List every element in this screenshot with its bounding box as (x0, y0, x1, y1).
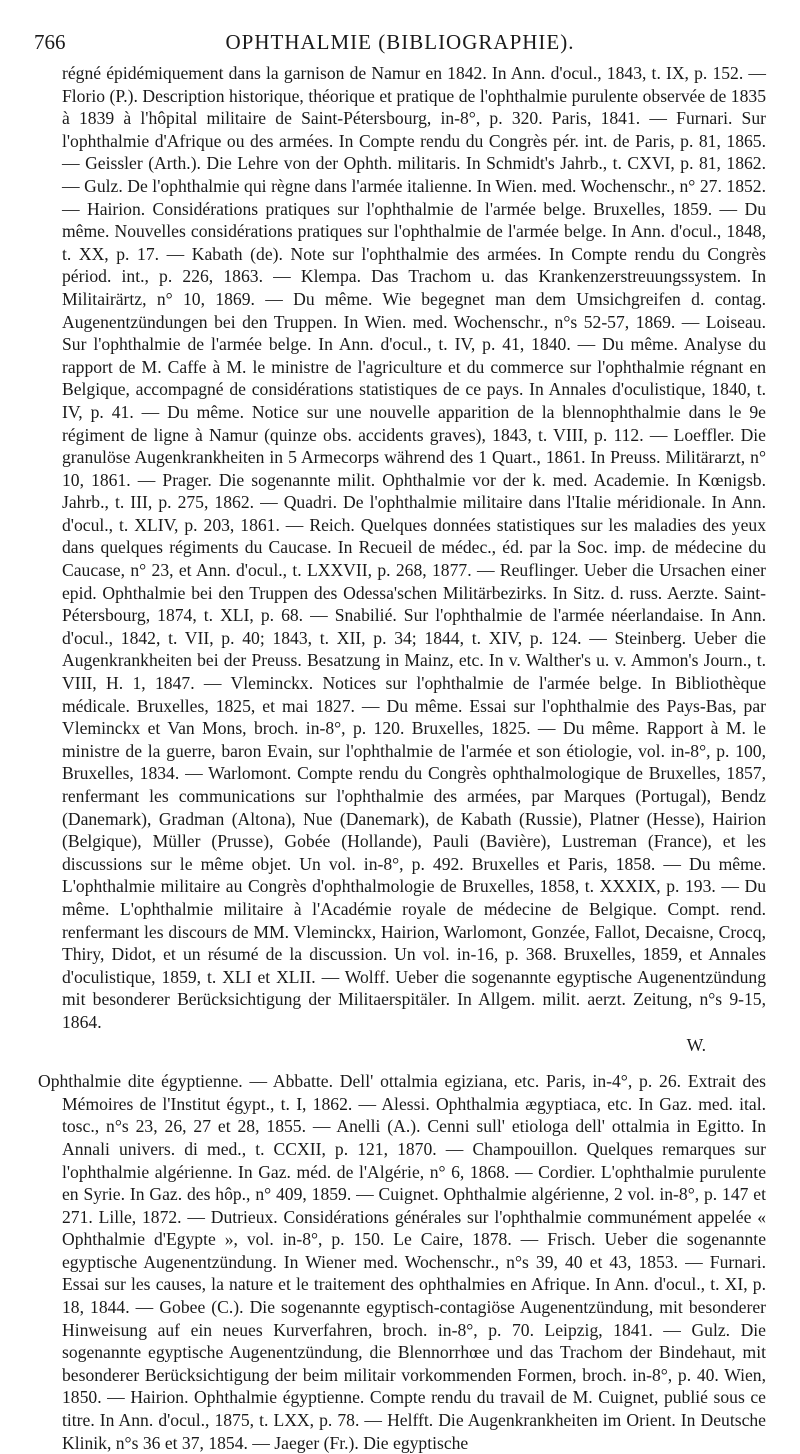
section-divider (62, 1056, 766, 1070)
running-title: OPHTHALMIE (BIBLIOGRAPHIE). (225, 30, 575, 54)
page-header (34, 30, 766, 60)
bibliography-paragraph: régné épidémiquement dans la garnison de Namur en 1842. In Ann. d'ocul., 1843, t. IX, p. 152. — Florio (P.). Description historique, théorique et pratique de l'ophthalmie purulente observée de 1835 à 1839 à l'hôpital militaire de Saint-Pétersbourg, in-8°, p. 320. Paris, 1841. — Furnari. Sur l'ophthalmie d'Afrique ou des armées. In Compte rendu du Congrès pér. int. de Paris, p. 81, 1865. — Geissler (Arth.). Die Lehre von der Ophth. militaris. In Schmidt's Jahrb., t. CXVI, p. 81, 1862. — Gulz. De l'ophthalmie qui règne dans l'armée italienne. In Wien. med. Wochenschr., n° 27. 1852. — Hairion. Considérations pratiques sur l'ophthalmie de l'armée belge. Bruxelles, 1859. — Du même. Nouvelles considérations pratiques sur l'ophthalmie de l'armée belge. In Ann. d'ocul., 1848, t. XX, p. 17. — Kabath (de). Note sur l'ophthalmie des armées. In Compte rendu du Congrès périod. int., p. 226, 1863. — Klempa. Das Trachom u. das Krankenzerstreuungssystem. In Militairärtz, n° 10, 1869. — Du même. Wie begegnet man dem Umsichgreifen d. contag. Augenentzündungen bei den Truppen. In Wien. med. Wochenschr., n°s 52-57, 1869. — Loiseau. Sur l'ophthalmie de l'armée belge. In Ann. d'ocul., t. IV, p. 41, 1840. — Du même. Analyse du rapport de M. Caffe à M. le ministre de l'agriculture et du commerce sur l'ophthalmie régnant en Belgique, accompagné de considérations statistiques de ce pays. In Annales d'oculistique, 1840, t. IV, p. 41. — Du même. Notice sur une nouvelle apparition de la blennophthalmie dans le 9e régiment de ligne à Namur (quinze obs. accidents graves), 1843, t. VIII, p. 112. — Loeffler. Die granulöse Augenkrankheiten in 5 Armecorps während des 1 Quart., 1861. In Preuss. Militärarzt, n° 10, 1861. — Prager. Die sogenannte milit. Ophthalmie vor der k. med. Academie. In Kœnigsb. Jahrb., t. III, p. 275, 1862. — Quadri. De l'ophthalmie militaire dans l'Italie méridionale. In Ann. d'ocul., t. XLIV, p. 203, 1861. — Reich. Quelques données statistiques sur les maladies des yeux dans quelques régiments du Caucase. In Recueil de médec., éd. par la Soc. imp. de médecine du Caucase, n° 23, et Ann. d'ocul., t. LXXVII, p. 268, 1877. — Reuflinger. Ueber die Ursachen einer epid. Ophthalmie bei den Truppen des Odessa'schen Militärbezirks. In Sitz. d. russ. Aerzte. Saint-Pétersbourg, 1874, t. XLI, p. 68. — Snabilié. Sur l'ophthalmie de l'armée néerlandaise. In Ann. d'ocul., 1842, t. VII, p. 40; 1843, t. XII, p. 34; 1844, t. XIV, p. 124. — Steinberg. Ueber die Augenkrankheiten bei der Preuss. Besatzung in Mainz, etc. In v. Walther's u. v. Ammon's Journ., t. VIII, H. 1, 1847. — Vleminckx. Notices sur l'ophthalmie de l'armée belge. In Bibliothèque médicale. Bruxelles, 1825, et mai 1827. — Du même. Essai sur l'ophthalmie des Pays-Bas, par Vleminckx et Van Mons, broch. in-8°, p. 120. Bruxelles, 1825. — Du même. Rapport à M. le ministre de la guerre, baron Evain, sur l'ophthalmie de l'armée et son étiologie, vol. in-8°, p. 100, Bruxelles, 1834. — Warlomont. Compte rendu du Congrès ophthalmologique de Bruxelles, 1857, renfermant les communications sur l'ophthalmie des armées, par Marques (Portugal), Bendz (Danemark), Gradman (Altona), Nue (Danemark), de Kabath (Russie), Platner (Hesse), Hairion (Belgique), Müller (Prusse), Gobée (Hollande), Pauli (Bavière), Lustreman (France), et les discussions sur le même objet. Un vol. in-8°, p. 492. Bruxelles et Paris, 1858. — Du même. L'ophthalmie militaire au Congrès d'ophthalmologie de Bruxelles, 1858, t. XXXIX, p. 193. — Du même. L'ophthalmie militaire à l'Académie royale de médecine de Belgique. Compt. rend. renfermant les discours de MM. Vleminckx, Hairion, Warlomont, Gonzée, Fallot, Decaisne, Crocq, Thiry, Didot, et un résumé de la discussion. Un vol. in-16, p. 368. Bruxelles, 1859, et Annales d'oculistique, 1859, t. XLI et XLII. — Wolff. Ueber die sogenannte egyptische Augenentzündung mit besonderer Berücksichtigung der Militaerspitäler. In Allgem. milit. aerzt. Zeitung, n°s 9-15, 1864. (62, 63, 766, 1032)
bibliography-body (38, 62, 766, 1454)
page-number: 766 (34, 30, 66, 54)
author-signature: W. (686, 1034, 706, 1055)
section-egyptian-ophthalmia: Ophthalmie dite égyptienne. — Abbatte. Dell' ottalmia egiziana, etc. Paris, in-4°, p. 26. Extrait des Mémoires de l'Institut égypt., t. I, 1862. — Alessi. Ophthalmia ægyptiaca, etc. In Gaz. med. ital. tosc., n°s 23, 26, 27 et 28, 1855. — Anelli (A.). Cenni sull' etiologa dell' ottalmia in Egitto. In Annali univers. di med., t. CCXII, p. 121, 1870. — Champouillon. Quelques remarques sur l'ophthalmie algérienne. In Gaz. méd. de l'Algérie, n° 6, 1868. — Cordier. L'ophthalmie purulente en Syrie. In Gaz. des hôp., n° 409, 1859. — Cuignet. Ophthalmie algérienne, 2 vol. in-8°, p. 147 et 271. Lille, 1872. — Dutrieux. Considérations générales sur l'ophthalmie communément appelée « Ophthalmie d'Egypte », vol. in-8°, p. 150. Le Caire, 1878. — Frisch. Ueber die sogenannte egyptische Augenentzündung. In Wiener med. Wochenschr., n°s 39, 40 et 43, 1853. — Furnari. Essai sur les causes, la nature et le traitement des ophthalmies en Afrique. In Ann. d'ocul., t. XI, p. 18, 1844. — Gobee (C.). Die sogenannte egyptisch-contagiöse Augenentzündung, mit besonderer Hinweisung auf ein neues Kurverfahren, broch. in-8°, p. 70. Leipzig, 1841. — Gulz. Die sogenannte egyptische Augenentzündung, die Blennorrhœe und das Trachom der Bindehaut, mit besonderer Berücksichtigung der beim militair vorkommenden Formen, broch. in-8°, p. 40. Wien, 1850. — Hairion. Ophthalmie égyptienne. Compte rendu du travail de M. Cuignet, publié sous ce titre. In Ann. d'ocul., 1875, t. LXX, p. 78. — Helfft. Die Augenkrankheiten im Orient. In Deutsche Klinik, n°s 36 et 37, 1854. — Jaeger (Fr.). Die egyptische (38, 1071, 766, 1453)
